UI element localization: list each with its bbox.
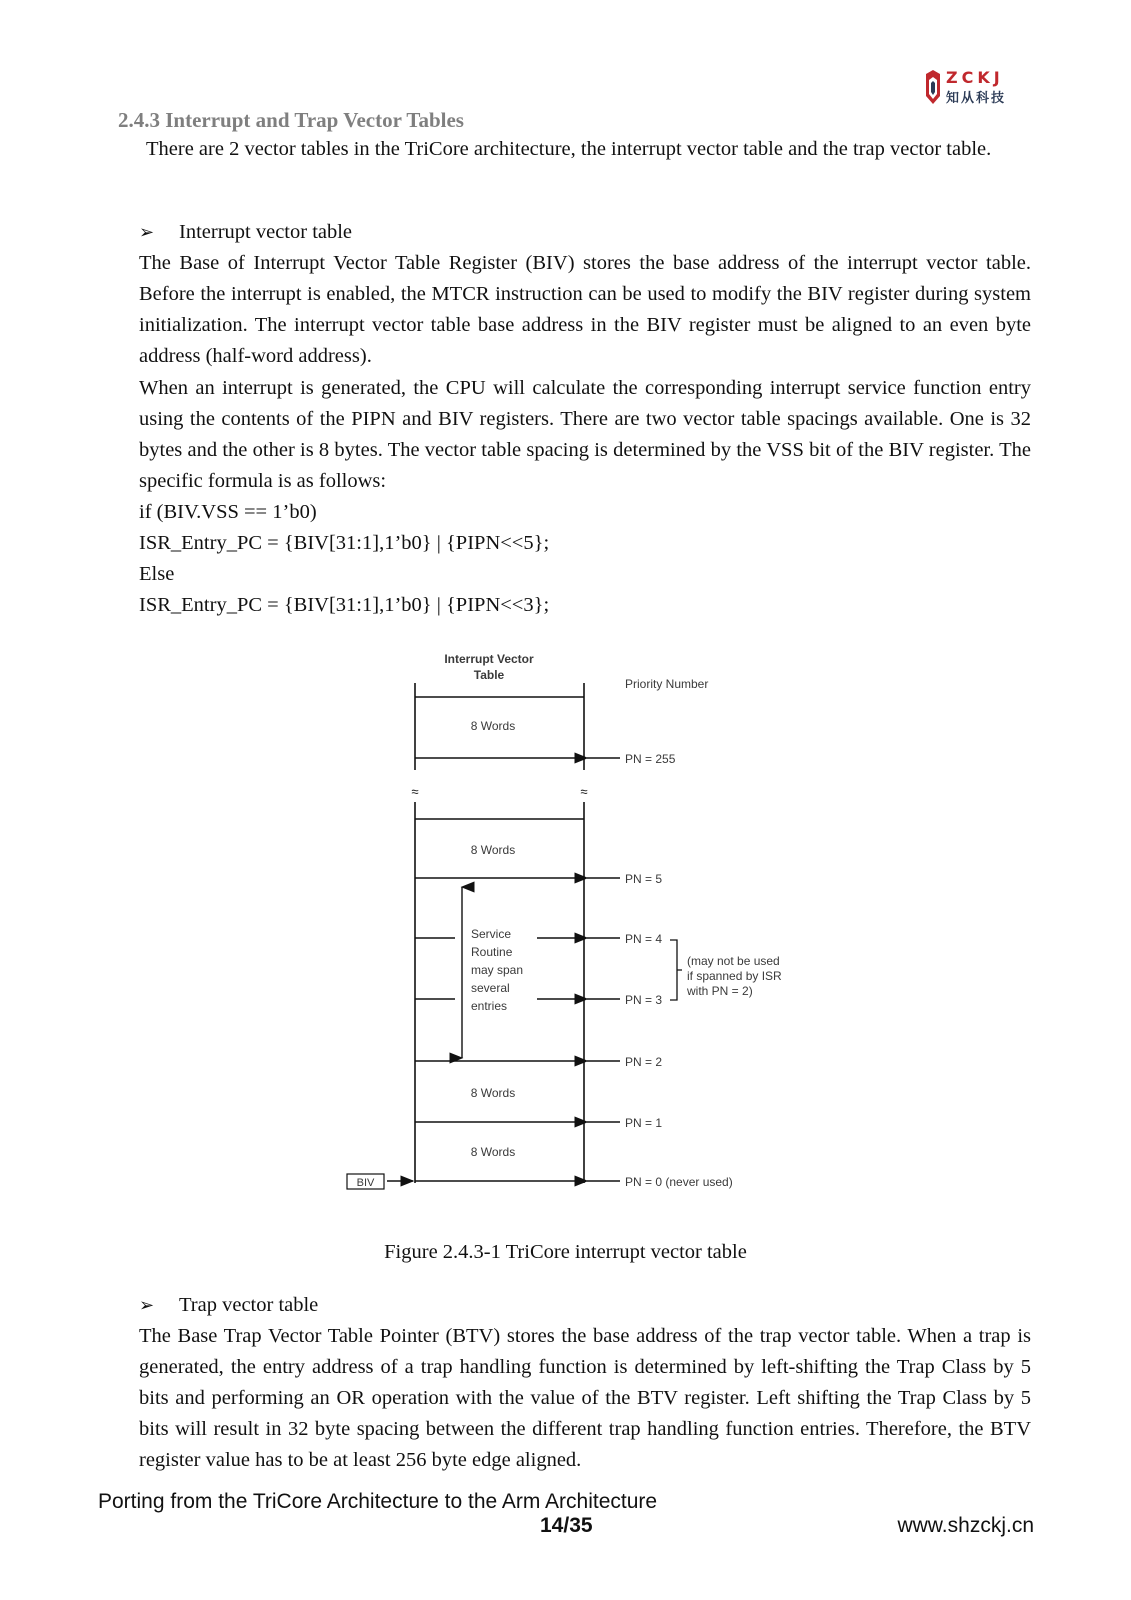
logo-subtext: 知从科技 [946,91,1007,106]
bracket-note-line: if spanned by ISR [687,969,782,983]
bracket-note-line: (may not be used [687,954,780,968]
pn-5-label: PN = 5 [625,872,663,886]
formula-line: ISR_Entry_PC = {BIV[31:1],1’b0} | {PIPN<<3}; [139,594,550,616]
bullet-trap-label: Trap vector table [179,1294,319,1316]
logo-text: ZCKJ [946,68,1004,87]
interrupt-paragraph-1: The Base of Interrupt Vector Table Register (BIV) stores the base address of the interrupt vector table. Before the interrupt is enabled, the MTCR instruction can be used to modify the BIV register during system initialization. The interrupt vector table base address in the BIV register must be aligned to an even byte address (half-word address). [139,252,1031,367]
page-number: 14/35 [540,1514,593,1537]
bracket-note-line: with PN = 2) [687,984,753,998]
intro-paragraph: There are 2 vector tables in the TriCore architecture, the interrupt vector table and the trap vector table. [146,138,992,160]
pn-2-label: PN = 2 [625,1055,663,1069]
entry-8-words: 8 Words [470,843,516,857]
formula-line: if (BIV.VSS == 1’b0) [139,501,317,523]
section-heading: 2.4.3 Interrupt and Trap Vector Tables [118,108,464,132]
pn-3-label: PN = 3 [625,993,663,1007]
pn-0-label: PN = 0 (never used) [625,1175,733,1189]
break-mark-left: ≈ [411,784,419,799]
break-mark-right: ≈ [580,784,588,799]
service-routine-line: several [471,981,510,995]
footer-url: www.shzckj.cn [897,1514,1034,1537]
pn-1-label: PN = 1 [625,1116,663,1130]
pn-4-label: PN = 4 [625,932,663,946]
figure-caption: Figure 2.4.3-1 TriCore interrupt vector table [384,1241,747,1263]
service-routine-line: may span [471,963,524,977]
arrow-bullet-icon: ➢ [139,1295,155,1316]
entry-8-words: 8 Words [470,719,516,733]
diagram-title-line2: Table [473,668,505,682]
interrupt-paragraph-2: When an interrupt is generated, the CPU will calculate the corresponding interrupt service function entry using the contents of the PIPN and BIV registers. There are two vector table spacings available. One is 32 bytes and the other is 8 bytes. The vector table spacing is determined by the VSS bit of the BIV register. The specific formula is as follows: [139,377,1031,492]
pn-bracket [670,940,682,1000]
bullet-interrupt-label: Interrupt vector table [179,221,353,243]
service-routine-line: Service [471,927,512,941]
biv-label: BIV [356,1177,375,1189]
pn-255-label: PN = 255 [625,752,676,766]
service-routine-line: Routine [471,945,513,959]
priority-number-label: Priority Number [625,677,709,691]
arrow-bullet-icon: ➢ [139,222,155,243]
entry-8-words: 8 Words [470,1145,516,1159]
service-routine-line: entries [471,999,508,1013]
formula-line: Else [139,563,175,585]
bullet-trap [139,1290,318,1321]
footer-title: Porting from the TriCore Architecture to the Arm Architecture [98,1490,658,1513]
entry-8-words: 8 Words [470,1086,516,1100]
formula-line: ISR_Entry_PC = {BIV[31:1],1’b0} | {PIPN<<5}; [139,532,550,554]
trap-paragraph: The Base Trap Vector Table Pointer (BTV) stores the base address of the trap vector table. When a trap is generated, the entry address of a trap handling function is determined by left-shifting the Trap Class by 5 bits and performing an OR operation with the value of the BTV register. Left shifting the Trap Class by 5 bits will result in 32 byte spacing between the different trap handling function entries. Therefore, the BTV register value has to be at least 256 byte edge aligned. [139,1325,1031,1471]
diagram-title-line1: Interrupt Vector [444,652,534,666]
